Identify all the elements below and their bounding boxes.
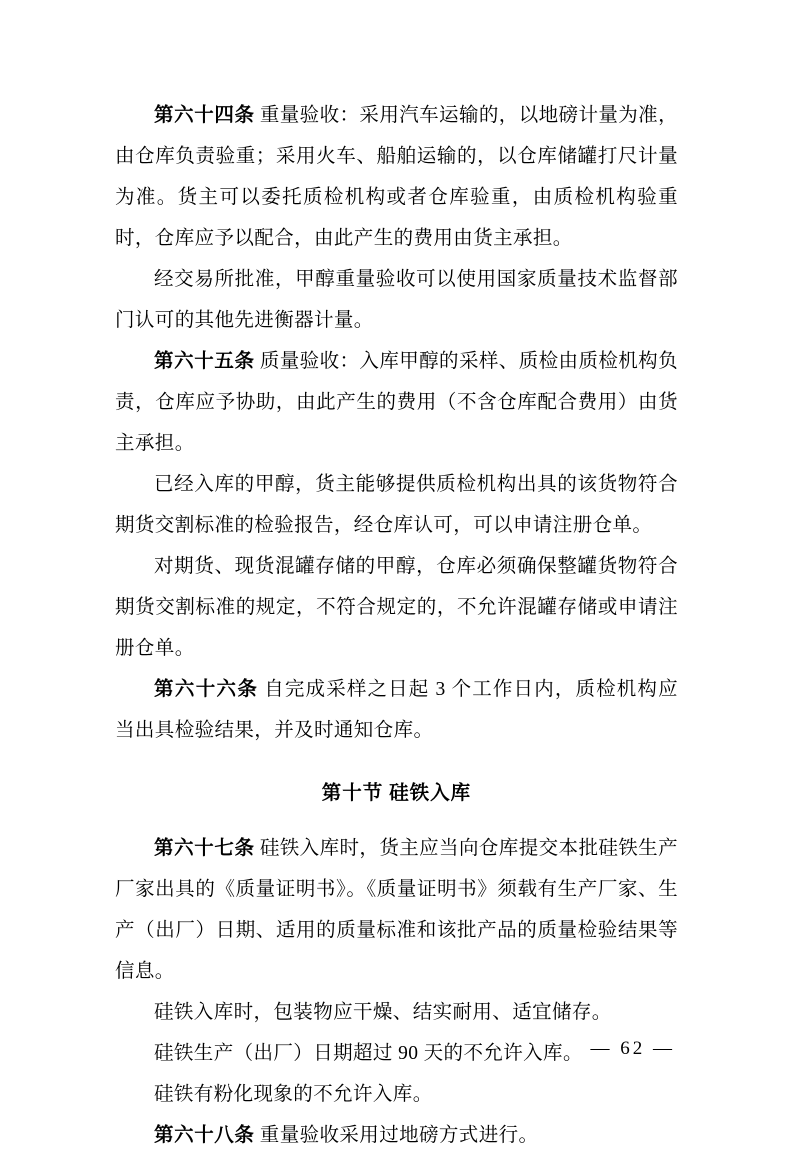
page-number: — 62 — <box>590 1038 675 1059</box>
paragraph-64-note <box>115 259 678 341</box>
paragraph-67-note-3 <box>115 1074 678 1115</box>
article-text-67: 硅铁入库时，货主应当向仓库提交本批硅铁生产厂家出具的《质量证明书》。《质量证明书》须载有生产厂家、生产（出厂）日期、适用的质量标准和该批产品的质量检验结果等信息。 <box>115 838 678 982</box>
paragraph-66 <box>115 669 678 751</box>
document-body <box>115 95 678 1156</box>
section-heading: 第十节 硅铁入库 <box>321 783 472 804</box>
paragraph-text: 对期货、现货混罐存储的甲醇，仓库必须确保整罐货物符合期货交割标准的规定，不符合规定的，不允许混罐存储或申请注册仓单。 <box>115 556 678 659</box>
article-label-64: 第六十四条 <box>154 105 255 126</box>
article-text-66: 自完成采样之日起 3 个工作日内，质检机构应当出具检验结果，并及时通知仓库。 <box>115 679 678 741</box>
paragraph-text: 经交易所批准，甲醇重量验收可以使用国家质量技术监督部门认可的其他先进衡器计量。 <box>115 269 678 331</box>
paragraph-text: 已经入库的甲醇，货主能够提供质检机构出具的该货物符合期货交割标准的检验报告，经仓库认可，可以申请注册仓单。 <box>115 474 678 536</box>
article-label-66: 第六十六条 <box>154 679 259 700</box>
article-label-67: 第六十七条 <box>154 838 255 859</box>
paragraph-65 <box>115 341 678 464</box>
article-label-68: 第六十八条 <box>154 1125 255 1146</box>
paragraph-text: 硅铁有粉化现象的不允许入库。 <box>154 1084 433 1105</box>
paragraph-68 <box>115 1115 678 1156</box>
paragraph-text: 硅铁生产（出厂）日期超过 90 天的不允许入库。 <box>154 1043 583 1064</box>
paragraph-65-note-2 <box>115 546 678 669</box>
paragraph-64 <box>115 95 678 259</box>
article-label-65: 第六十五条 <box>154 351 255 372</box>
paragraph-67-note-1 <box>115 992 678 1033</box>
paragraph-67 <box>115 828 678 992</box>
article-text-68: 重量验收采用过地磅方式进行。 <box>259 1125 539 1146</box>
paragraph-text: 硅铁入库时，包装物应干燥、结实耐用、适宜储存。 <box>154 1002 612 1023</box>
article-text-64: 重量验收：采用汽车运输的，以地磅计量为准，由仓库负责验重；采用火车、船舶运输的，以仓库储罐打尺计量为准。货主可以委托质检机构或者仓库验重，由质检机构验重时，仓库应予以配合，由此产生的费用由货主承担。 <box>115 105 678 249</box>
paragraph-65-note-1 <box>115 464 678 546</box>
article-text-65: 质量验收：入库甲醇的采样、质检由质检机构负责，仓库应予协助，由此产生的费用（不含仓库配合费用）由货主承担。 <box>115 351 678 454</box>
